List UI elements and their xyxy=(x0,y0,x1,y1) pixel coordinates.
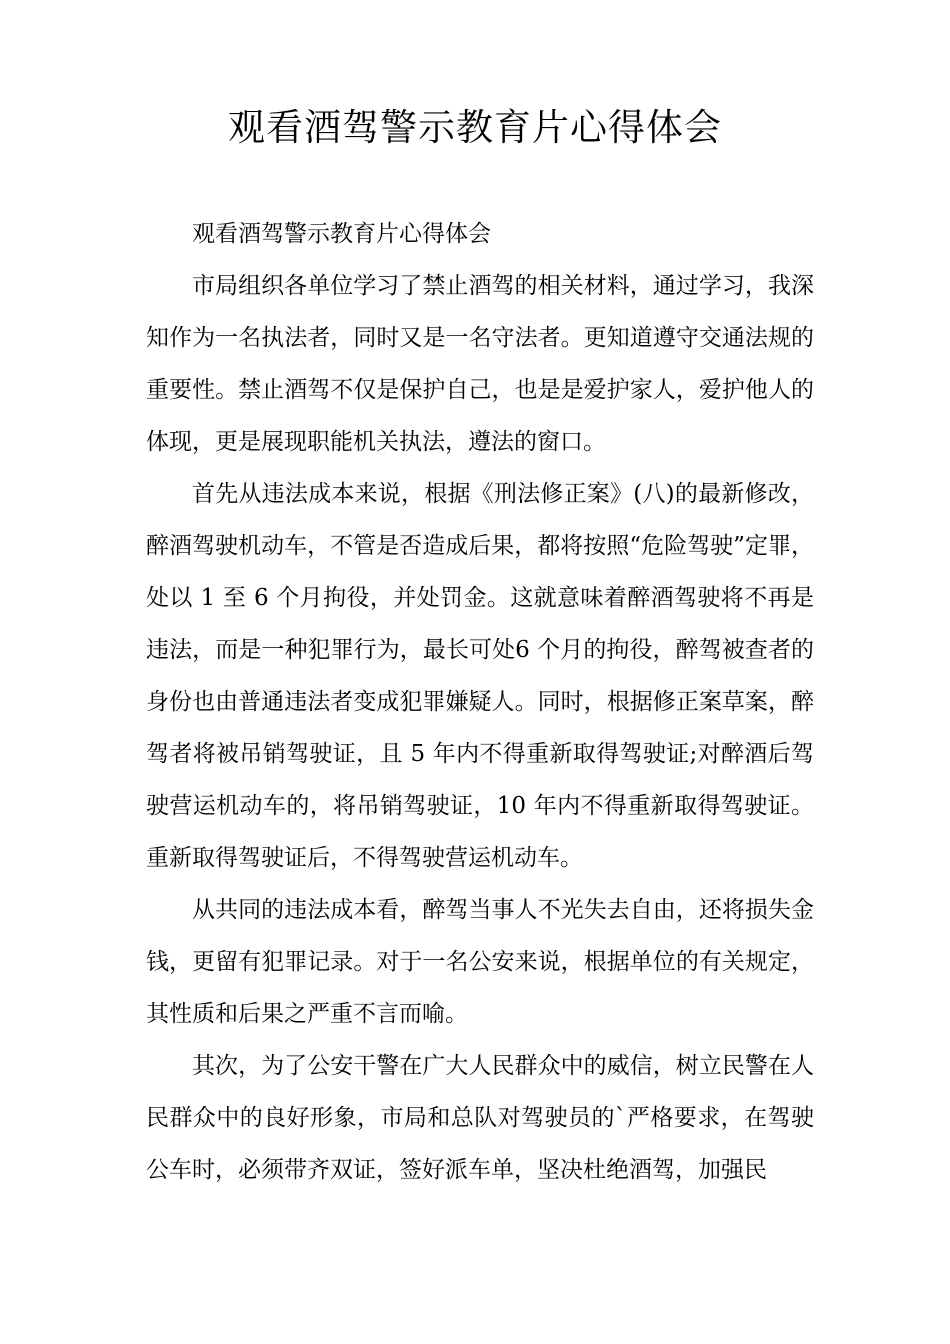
paragraph-common-cost: 从共同的违法成本看，醉驾当事人不光失去自由，还将损失金钱，更留有犯罪记录。对于一名公安来说，根据单位的有关规定，其性质和后果之严重不言而喻。 xyxy=(146,897,814,1027)
paragraph-legal-cost: 首先从违法成本来说，根据《刑法修正案》(八)的最新修改，醉酒驾驶机动车，不管是否造成后果，都将按照“危险驾驶”定罪，处以 1 至 6 个月拘役，并处罚金。这就意味着醉酒驾驶将不再是违法，而是一种犯罪行为，最长可处6 个月的拘役，醉驾被查者的身份也由普通违法者变成犯罪嫌疑人。同时，根据修正案草案，醉驾者将被吊销驾驶证，且 5 年内不得重新取得驾驶证;对醉酒后驾驶营运机动车的，将吊销驾驶证，10 年内不得重新取得驾驶证。重新取得驾驶证后，不得驾驶营运机动车。 xyxy=(146,481,814,871)
document-title: 观看酒驾警示教育片心得体会 xyxy=(228,106,722,149)
paragraph-subtitle: 观看酒驾警示教育片心得体会 xyxy=(192,221,491,247)
paragraph-police-image: 其次，为了公安干警在广大人民群众中的威信，树立民警在人民群众中的良好形象，市局和总队对驾驶员的`严格要求，在驾驶公车时，必须带齐双证，签好派车单，坚决杜绝酒驾，加强民 xyxy=(146,1053,814,1183)
document-body xyxy=(146,208,814,1196)
paragraph-intro: 市局组织各单位学习了禁止酒驾的相关材料，通过学习，我深知作为一名执法者，同时又是一名守法者。更知道遵守交通法规的重要性。禁止酒驾不仅是保护自己，也是是爱护家人，爱护他人的体现，更是展现职能机关执法，遵法的窗口。 xyxy=(146,273,814,455)
